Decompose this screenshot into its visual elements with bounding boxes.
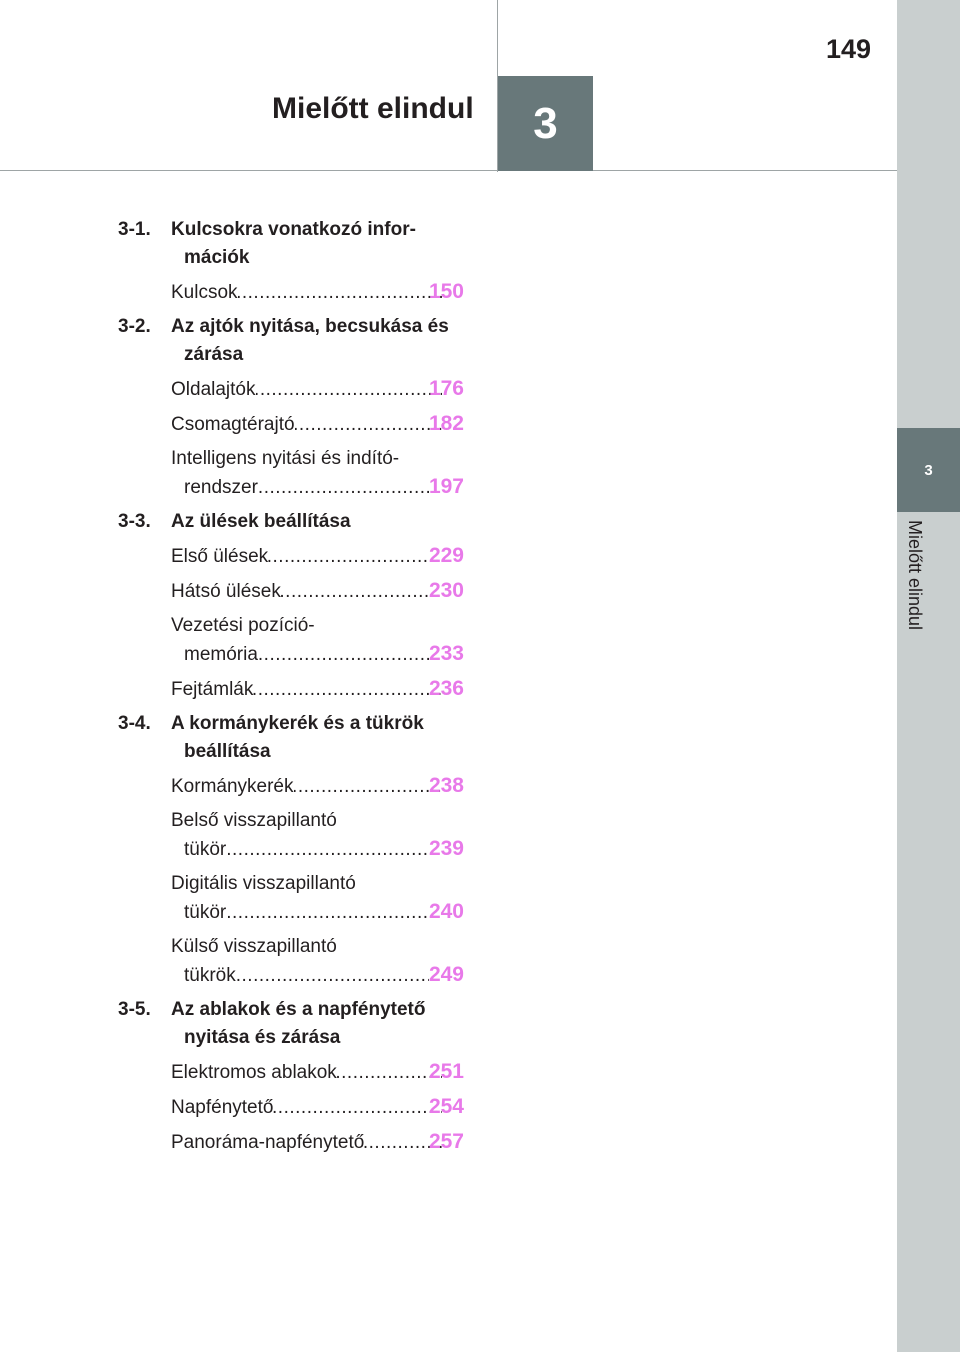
entry-label: Panoráma-napfénytető (171, 1132, 365, 1153)
page-number: 149 (826, 34, 872, 64)
section-title: Az ülések beállítása (171, 511, 351, 532)
chapter-sidebar (897, 0, 960, 1352)
entry-label: Elektromos ablakok (171, 1062, 337, 1083)
entry-page-link[interactable]: 229 (428, 544, 464, 567)
entry-label: Első ülések (171, 546, 269, 567)
entry-page-link[interactable]: 240 (428, 900, 464, 923)
entry-label: Napfénytető (171, 1097, 274, 1118)
entry-page-link[interactable]: 236 (428, 677, 464, 700)
entry-page-link[interactable]: 249 (428, 963, 464, 986)
toc-entry[interactable] (118, 807, 464, 864)
toc-entry[interactable] (118, 445, 464, 502)
entry-page-link[interactable]: 251 (428, 1060, 464, 1083)
chapter-number-box: 3 (498, 76, 593, 171)
entry-page-link[interactable]: 176 (428, 377, 464, 400)
section-number: 3-3. (118, 511, 151, 532)
entry-label: Kormánykerék (171, 776, 294, 797)
entry-label-line1: Külső visszapillantó (171, 936, 337, 957)
entry-label: memória (184, 644, 258, 665)
entry-page-link[interactable]: 233 (428, 642, 464, 665)
toc-entry[interactable] (118, 577, 464, 606)
section-title: Az ablakok és a napfénytető nyitása és zárása (171, 999, 426, 1048)
entry-label-line1: Belső visszapillantó (171, 810, 337, 831)
section-number: 3-4. (118, 713, 151, 734)
entry-label-line1: Vezetési pozíció- (171, 615, 315, 636)
sidebar-chapter-tab[interactable]: 3 (897, 428, 960, 512)
section-title: A kormánykerék és a tükrök beállítása (171, 713, 424, 762)
entry-page-link[interactable]: 257 (428, 1130, 464, 1153)
entry-page-link[interactable]: 197 (428, 475, 464, 498)
entry-label: Fejtámlák (171, 679, 254, 700)
toc-entry[interactable] (118, 1058, 464, 1087)
entry-page-link[interactable]: 238 (428, 774, 464, 797)
entry-page-link[interactable]: 230 (428, 579, 464, 602)
toc-entry[interactable] (118, 1093, 464, 1122)
section-number: 3-5. (118, 999, 151, 1020)
toc-section-3-2 (118, 313, 464, 369)
entry-label: tükör (184, 839, 227, 860)
entry-label: tükrök (184, 965, 236, 986)
entry-page-link[interactable]: 150 (428, 280, 464, 303)
sidebar-chapter-label: Mielőtt elindul (905, 520, 925, 631)
toc-entry[interactable] (118, 933, 464, 990)
toc-section-3-3 (118, 508, 464, 536)
section-number: 3-1. (118, 219, 151, 240)
toc-entry[interactable] (118, 278, 464, 307)
entry-label-line1: Intelligens nyitási és indító- (171, 448, 400, 469)
toc-entry[interactable] (118, 1128, 464, 1157)
entry-label: Oldalajtók (171, 379, 256, 400)
entry-label: Csomagtérajtó (171, 414, 295, 435)
toc-entry[interactable] (118, 612, 464, 669)
table-of-contents (118, 216, 464, 1163)
toc-entry[interactable] (118, 675, 464, 704)
toc-section-3-1 (118, 216, 464, 272)
chapter-title: Mielőtt elindul (272, 92, 474, 125)
toc-section-3-4 (118, 710, 464, 766)
entry-label: Hátsó ülések (171, 581, 281, 602)
section-number: 3-2. (118, 316, 151, 337)
toc-entry[interactable] (118, 542, 464, 571)
entry-label: rendszer (184, 477, 258, 498)
section-title: Az ajtók nyitása, becsukása és zárása (171, 316, 449, 365)
toc-entry[interactable] (118, 772, 464, 801)
entry-label-line1: Digitális visszapillantó (171, 873, 356, 894)
entry-page-link[interactable]: 182 (428, 412, 464, 435)
entry-page-link[interactable]: 254 (428, 1095, 464, 1118)
entry-page-link[interactable]: 239 (428, 837, 464, 860)
header-horizontal-rule (0, 170, 897, 171)
section-title: Kulcsokra vonatkozó infor-mációk (171, 219, 416, 268)
toc-section-3-5 (118, 996, 464, 1052)
entry-label: tükör (184, 902, 227, 923)
toc-entry[interactable] (118, 375, 464, 404)
entry-label: Kulcsok (171, 282, 238, 303)
toc-entry[interactable] (118, 410, 464, 439)
toc-entry[interactable] (118, 870, 464, 927)
